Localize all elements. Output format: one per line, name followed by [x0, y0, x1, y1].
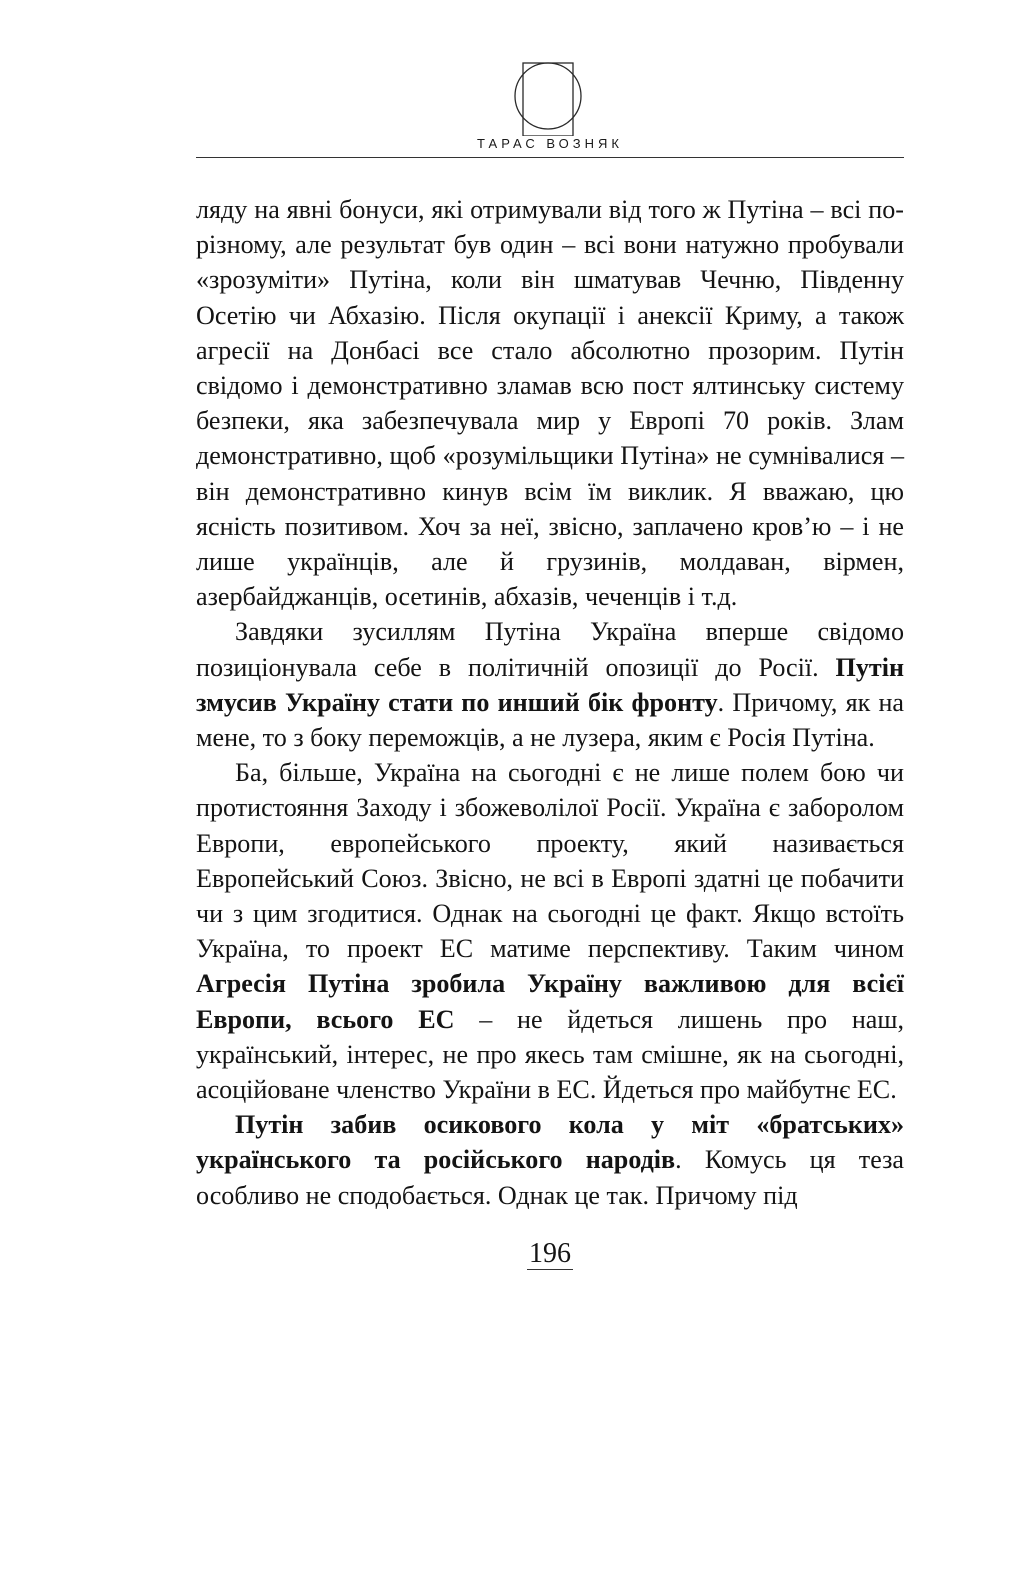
text-run: – не йдеться лишень про наш, український, інтерес, не про якесь там смішне, як на сьогодні, асоційоване членство України в ЕС. Йдеться про майбутнє ЕС. — [196, 1004, 905, 1105]
paragraph-3 — [196, 755, 904, 1107]
header-rule — [196, 157, 904, 158]
bold-text-run: Агресія Путіна зробила Україну важливою для всієї Европи, всього ЕС — [196, 969, 904, 1034]
circle-square-logo-icon — [508, 56, 588, 136]
paragraph-1 — [196, 192, 904, 614]
bold-text-run: Путін змусив Україну стати по инший бік фронту — [196, 652, 904, 717]
page-number — [196, 1238, 904, 1270]
paragraph-2 — [196, 614, 904, 755]
page-number-text: 196 — [529, 1238, 571, 1269]
running-header-author: ТАРАС ВОЗНЯК — [477, 136, 623, 151]
body-text — [196, 192, 904, 1213]
text-run: . Комусь ця теза особливо не сподобається. Однак це так. Причому під — [196, 1145, 904, 1210]
text-run: Ба, більше, Україна на сьогодні є не лише полем бою чи протистояння Заходу і збожеволілої Росії. Україна є заборолом Европи, европейського проекту, який називається Европейський Союз. Звісно, не всі в Европі здатні це побачити чи з цим згодитися. Однак на сьогодні це факт. Якщо встоїть Україна, то проект ЕС матиме перспективу. Таким чином — [196, 758, 904, 964]
text-run: ляду на явні бонуси, які отримували від того ж Путіна – всі по-різному, але результат був один – всі вони натужно пробували «зрозуміти» Путіна, коли він шматував Чечню, Південну Осетію чи Абхазію. Після окупації і анексії Криму, а також агресії на Донбасі все стало абсолютно прозорим. Путін свідомо і демонстративно зламав всю пост ялтинську систему безпеки, яка забезпечувала мир у Европі 70 років. Злам демонстративно, щоб «розумільщики Путіна» не сумнівалися – він демонстративно кинув всім їм виклик. Я вважаю, цю ясність позитивом. Хоч за неї, звісно, заплачено кров’ю – і не лише українців, але й грузинів, молдаван, вірмен, азербайджанців, осетинів, абхазів, чеченців і т.д. — [196, 195, 904, 612]
text-run: . Причому, як на мене, то з боку переможців, а не лузера, яким є Росія Путіна. — [196, 687, 904, 753]
paragraph-4 — [196, 1107, 904, 1213]
bold-text-run: Путін забив осикового кола у міт «братських» українського та російського народів — [196, 1110, 904, 1175]
text-run: Завдяки зусиллям Путіна Україна вперше свідомо позиціонувала себе в політичній опозиції до Росії. — [196, 617, 904, 682]
